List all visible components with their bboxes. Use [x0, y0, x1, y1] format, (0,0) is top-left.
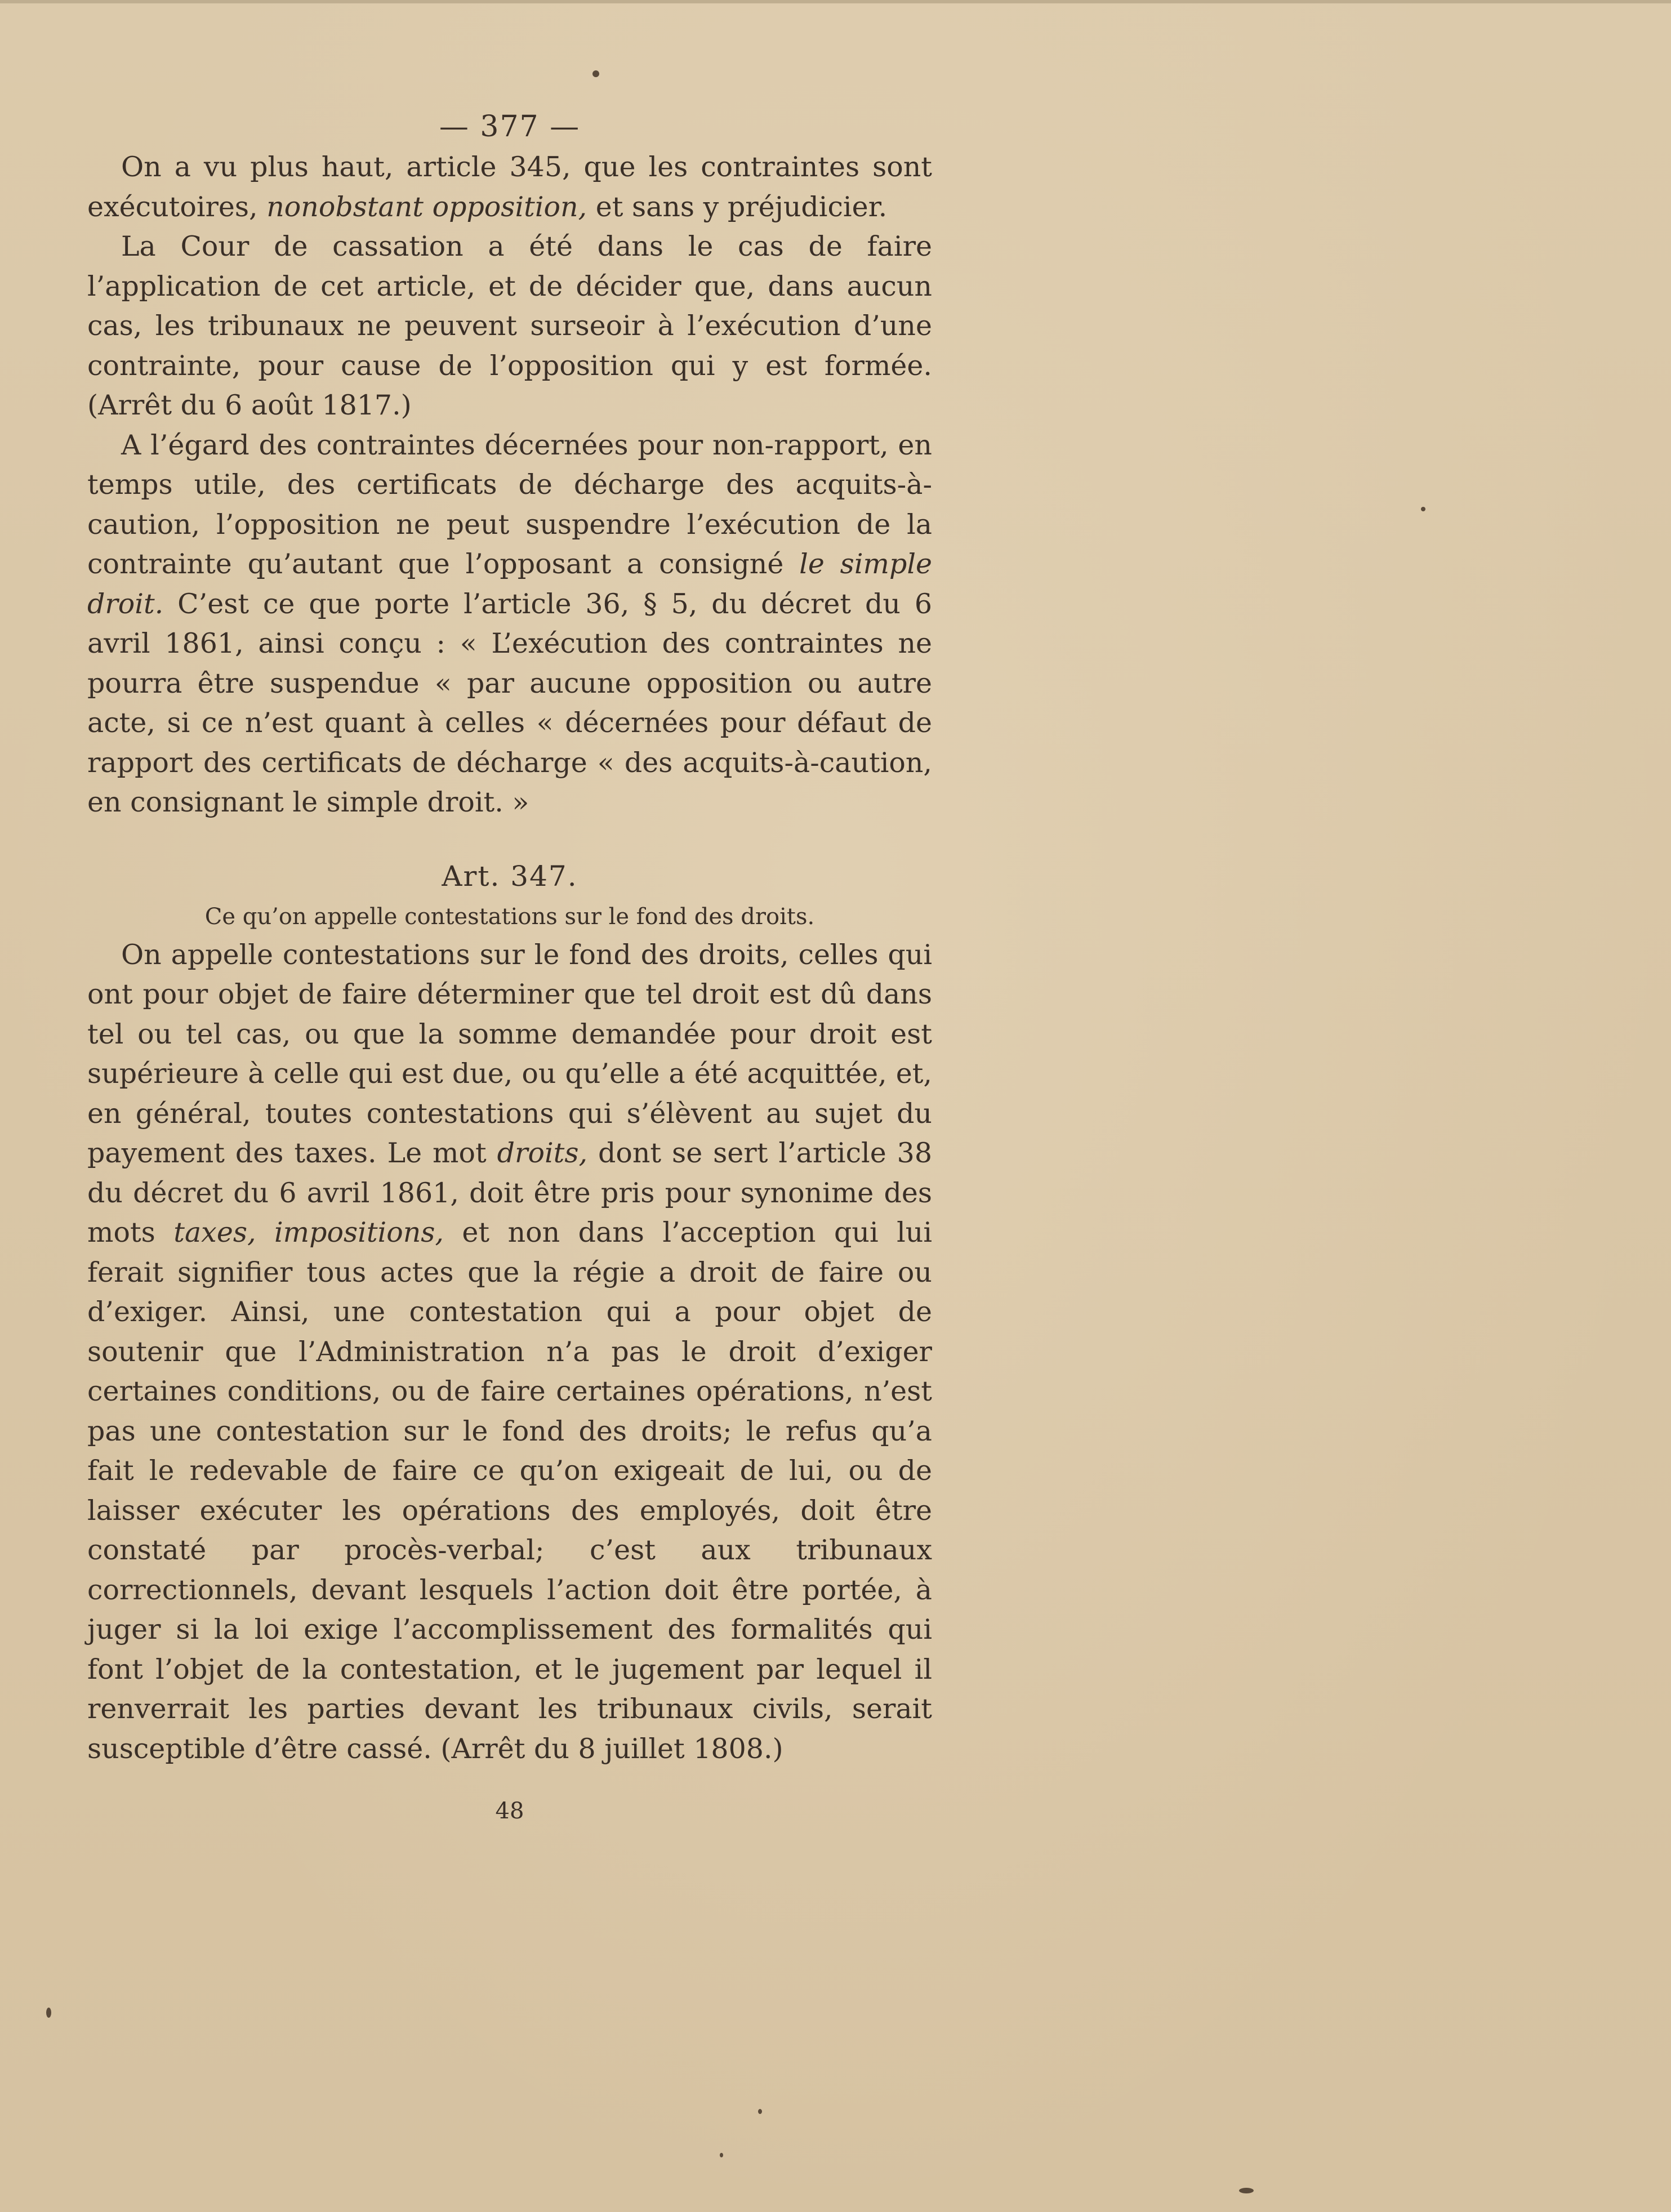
- paragraph-cour-de-cassation: [87, 227, 932, 426]
- italic-phrase: le simple droit.: [87, 548, 932, 620]
- ink-speck: [720, 2153, 723, 2157]
- italic-phrase: droits,: [497, 1137, 588, 1169]
- italic-phrase: taxes, impositions,: [173, 1216, 444, 1248]
- ink-speck: [592, 70, 599, 77]
- paragraph-text: La Cour de cassation a été dans le cas de faire l’application de cet article, et de décider que, dans aucun cas, les tribunaux ne peuvent surseoir à l’exécution d’une contrainte, pour cause de l’opposition qui y est formée. (Arrêt du 6 août 1817.): [87, 230, 932, 421]
- ink-speck: [1239, 2188, 1254, 2193]
- printer-signature-mark: 48: [495, 1798, 524, 1824]
- paragraph-non-rapport: [87, 426, 932, 823]
- paragraph-text: et sans y préjudicier.: [587, 190, 888, 223]
- ink-speck: [1421, 507, 1425, 511]
- page-text-block: [87, 107, 932, 1825]
- paragraph-text: A l’égard des contraintes décernées pour non-rapport, en temps utile, des certificats de décharge des acquits-à-caution, l’opposition ne peut suspendre l’exécution de la contrainte qu’autant que l’opposant a consigné: [87, 429, 932, 580]
- article-heading: Art. 347.: [442, 859, 578, 893]
- ink-speck: [758, 2109, 762, 2114]
- paragraph-text: dont se sert l’article 38 du décret du 6 avril 1861, doit être pris pour synonime des mots: [87, 1137, 933, 1248]
- ink-speck: [46, 2008, 51, 2018]
- paragraph-text: C’est ce que porte l’article 36, § 5, du décret du 6 avril 1861, ainsi conçu : « L’exécution des contraintes ne pourra être suspendue « par aucune opposition ou autre acte, si ce n’est quant à celles « décernées pour défaut de rapport des certificats de décharge « des acquits-à-caution, en consignant le simple droit. »: [87, 587, 932, 818]
- paragraph-text: On appelle contestations sur le fond des droits, celles qui ont pour objet de faire déterminer que tel droit est dû dans tel ou tel cas, ou que la somme demandée pour droit est supérieure à celle qui est due, ou qu’elle a été acquittée, et, en général, toutes contestations qui s’élèvent au sujet du payement des taxes. Le mot: [87, 938, 932, 1169]
- paragraph-contestations: [87, 935, 932, 1769]
- italic-phrase: nonobstant opposition,: [266, 190, 587, 223]
- paragraph-text: et non dans l’acception qui lui ferait signifier tous actes que la régie a droit de faire ou d’exiger. Ainsi, une contestation qui a pour objet de soutenir que l’Administration n’a pas le droit d’exiger certaines conditions, ou de faire certaines opérations, n’est pas une contestation sur le fond des droits; le refus qu’a fait le redevable de faire ce qu’on exigeait de lui, ou de laisser exécuter les opérations des employés, doit être constaté par procès-verbal; c’est aux tribunaux correctionnels, devant lesquels l’action doit être portée, à juger si la loi exige l’accomplissement des formalités qui font l’objet de la contestation, et le jugement par lequel il renverrait les parties devant les tribunaux civils, serait susceptible d’être cassé. (Arrêt du 8 juillet 1808.): [87, 1216, 932, 1765]
- article-subtitle: Ce qu’on appelle contestations sur le fond des droits.: [204, 903, 815, 930]
- page-number-header: — 377 —: [439, 110, 581, 144]
- paragraph-text: On a vu plus haut, article 345, que les contraintes sont exécutoires,: [87, 151, 932, 223]
- top-edge-rule: [0, 0, 1671, 3]
- paragraph-opposition: [87, 148, 932, 227]
